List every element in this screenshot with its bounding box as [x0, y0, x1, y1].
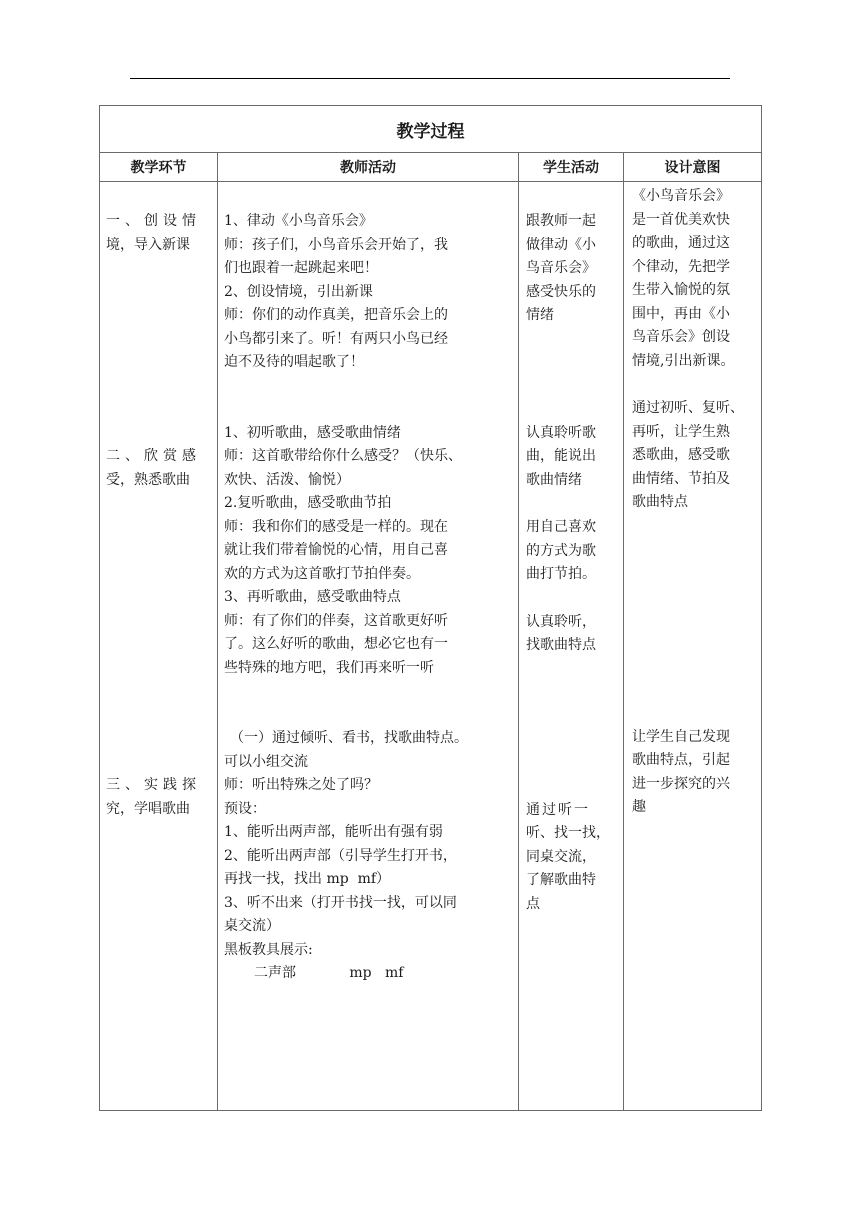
teacher-3-line-7: 再找一找，找出 mp mf）	[224, 871, 391, 887]
student-3-line-2: 的方式为歌	[526, 542, 596, 559]
teacher-2-line-8: 3、再听歌曲，感受歌曲特点	[224, 589, 401, 605]
stage-column	[100, 182, 218, 1111]
teacher-2-line-10: 了。这么好听的歌曲，想必它也有一	[224, 636, 448, 652]
teacher-2-line-6: 就让我们带着愉悦的心情，用自己喜	[224, 542, 448, 558]
design-2-line-5: 歌曲特点	[632, 494, 688, 510]
student-5-line-3: 同桌交流，	[526, 848, 596, 865]
teacher-2-line-3: 欢快、活泼、愉悦）	[224, 471, 350, 488]
teacher-1-line-1: 1、律动《小鸟音乐会》	[224, 213, 373, 229]
teacher-1-line-5: 师：你们的动作真美，把音乐会上的	[224, 307, 448, 323]
teacher-3-line-10: 黑板教具展示:	[224, 941, 313, 958]
design-2-line-1: 通过初听、复听、	[632, 400, 744, 416]
stage-3-line-2: 究，学唱歌曲	[106, 800, 190, 817]
teacher-3-line-1: （一）通过倾听、看书，找歌曲特点。	[230, 730, 468, 746]
design-column	[624, 182, 762, 1111]
design-2-line-3: 悉歌曲，感受歌	[632, 447, 730, 463]
student-2-line-1: 认真聆听歌	[526, 424, 596, 441]
design-1-line-3: 的歌曲，通过这	[632, 235, 730, 251]
teacher-2-line-7: 欢的方式为这首歌打节拍伴奏。	[224, 565, 420, 582]
design-3-line-4: 趣	[632, 799, 646, 815]
teacher-1-line-2: 师：孩子们，小鸟音乐会开始了，我	[224, 236, 448, 253]
design-3-line-1: 让学生自己发现	[632, 728, 730, 745]
design-2-line-4: 曲情绪、节拍及	[632, 470, 730, 487]
student-3-line-1: 用自己喜欢	[526, 519, 596, 535]
teacher-2-line-2: 师：这首歌带给你什么感受？（快乐、	[224, 448, 462, 464]
stage-2-line-1: 二、欣赏感	[106, 448, 201, 464]
table-title: 教学过程	[100, 106, 762, 153]
teacher-3-line-5: 1、能听出两声部，能听出有强有弱	[224, 824, 443, 840]
design-1-line-5: 生带入愉悦的氛	[632, 282, 730, 298]
stage-2-line-2: 受，熟悉歌曲	[106, 471, 190, 488]
teacher-3-line-8: 3、听不出来（打开书找一找，可以同	[224, 894, 457, 911]
teacher-1-line-3: 们也跟着一起跳起来吧！	[224, 260, 378, 276]
header-stage: 教学环节	[100, 153, 218, 182]
student-1-line-5: 情绪	[526, 307, 554, 323]
teacher-2-line-1: 1、初听歌曲，感受歌曲情绪	[224, 424, 401, 441]
header-student: 学生活动	[519, 153, 624, 182]
teacher-2-line-5: 师：我和你们的感受是一样的。现在	[224, 518, 448, 535]
student-5-line-4: 了解歌曲特	[526, 872, 596, 888]
lesson-table	[99, 105, 761, 1111]
teacher-3-line-3: 师：听出特殊之处了吗？	[224, 777, 378, 793]
student-3-line-3: 曲打节拍。	[526, 566, 596, 582]
design-3-line-3: 进一步探究的兴	[632, 775, 730, 792]
student-1-line-4: 感受快乐的	[526, 283, 596, 300]
student-1-line-1: 跟教师一起	[526, 213, 596, 229]
teacher-3-line-6: 2、能听出两声部（引导学生打开书，	[224, 847, 457, 864]
student-4-line-1: 认真聆听，	[526, 613, 596, 630]
design-3-line-2: 歌曲特点，引起	[632, 752, 730, 768]
teacher-1-line-4: 2、创设情境，引出新课	[224, 283, 373, 300]
teacher-3-line-11: 二声部 mp mf	[254, 965, 404, 981]
design-1-line-7: 鸟音乐会》创设	[632, 329, 730, 345]
student-column	[519, 182, 624, 1111]
teacher-3-line-2: 可以小组交流	[224, 753, 308, 770]
student-4-line-2: 找歌曲特点	[526, 637, 596, 653]
teacher-column	[218, 182, 519, 1111]
teacher-2-line-11: 些特殊的地方吧，我们再来听一听	[224, 659, 434, 676]
design-1-line-6: 围中，再由《小	[632, 305, 730, 322]
design-1-line-8: 情境,引出新课。	[632, 352, 735, 369]
student-5-line-2: 听、找一找，	[526, 825, 610, 841]
teacher-2-line-4: 2.复听歌曲，感受歌曲节拍	[224, 495, 392, 511]
student-2-line-3: 歌曲情绪	[526, 471, 582, 488]
design-1-line-2: 是一首优美欢快	[632, 211, 730, 228]
teacher-1-line-7: 迫不及待的唱起歌了！	[224, 354, 364, 370]
header-teacher: 教师活动	[218, 153, 519, 182]
header-rule	[130, 78, 730, 79]
student-1-line-2: 做律动《小	[526, 236, 596, 253]
student-1-line-3: 鸟音乐会》	[526, 260, 596, 276]
stage-1-line-2: 境，导入新课	[106, 236, 190, 253]
teacher-1-line-6: 小鸟都引来了。听！有两只小鸟已经	[224, 330, 448, 347]
design-2-line-2: 再听，让学生熟	[632, 423, 730, 440]
teacher-3-line-9: 桌交流）	[224, 918, 280, 934]
stage-3-line-1: 三、实践探	[106, 777, 201, 793]
design-1-line-4: 个律动，先把学	[632, 258, 730, 275]
student-5-line-5: 点	[526, 895, 540, 912]
header-design: 设计意图	[624, 153, 762, 182]
design-1-line-1: 《小鸟音乐会》	[632, 188, 730, 204]
teacher-3-line-4: 预设：	[224, 800, 266, 817]
student-5-line-1: 通过听一	[526, 801, 590, 818]
teacher-2-line-9: 师：有了你们的伴奏，这首歌更好听	[224, 612, 448, 629]
student-2-line-2: 曲，能说出	[526, 448, 596, 464]
stage-1-line-1: 一、创设情	[106, 213, 201, 229]
